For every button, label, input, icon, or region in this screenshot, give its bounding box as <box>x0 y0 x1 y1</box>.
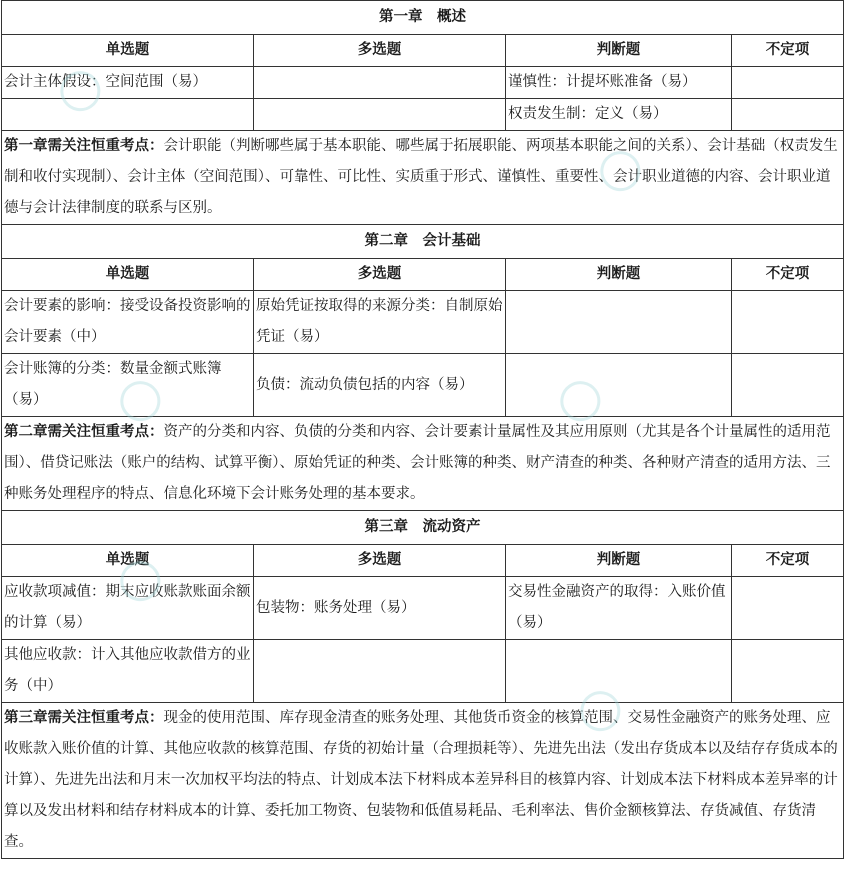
table-cell: 原始凭证按取得的来源分类：自制原始凭证（易） <box>254 291 506 354</box>
exam-points-table <box>1 0 844 859</box>
chapter-title: 第三章 流动资产 <box>2 511 844 545</box>
table-cell: 其他应收款：计入其他应收款借方的业务（中） <box>2 640 254 703</box>
chapter-focus-points <box>2 703 844 859</box>
chapter-focus-points <box>2 131 844 225</box>
table-cell <box>732 577 844 640</box>
table-cell <box>2 99 254 131</box>
focus-label: 第三章需关注恒重考点： <box>4 710 164 726</box>
table-cell: 交易性金融资产的取得：入账价值（易） <box>506 577 732 640</box>
focus-text: 会计职能（判断哪些属于基本职能、哪些属于拓展职能、两项基本职能之间的关系）、会计基础（权责发生制和收付实现制）、会计主体（空间范围）、可靠性、可比性、实质重于形式、谨慎性、重要性、会计职业道德的内容、会计职业道德与会计法律制度的联系与区别。 <box>4 138 838 216</box>
col-header-single-choice: 单选题 <box>2 545 254 577</box>
col-header-single-choice: 单选题 <box>2 35 254 67</box>
table-cell: 会计要素的影响：接受设备投资影响的会计要素（中） <box>2 291 254 354</box>
table-cell: 谨慎性：计提坏账准备（易） <box>506 67 732 99</box>
col-header-multi-choice: 多选题 <box>254 545 506 577</box>
table-cell: 会计主体假设：空间范围（易） <box>2 67 254 99</box>
col-header-indefinite: 不定项 <box>732 35 844 67</box>
table-cell: 权责发生制：定义（易） <box>506 99 732 131</box>
col-header-true-false: 判断题 <box>506 259 732 291</box>
chapter-title: 第一章 概述 <box>2 1 844 35</box>
table-cell <box>506 640 732 703</box>
chapter-focus-points <box>2 417 844 511</box>
focus-text: 资产的分类和内容、负债的分类和内容、会计要素计量属性及其应用原则（尤其是各个计量属性的适用范围）、借贷记账法（账户的结构、试算平衡）、原始凭证的种类、会计账簿的种类、财产清查的种类、各种财产清查的适用方法、三种账务处理程序的特点、信息化环境下会计账务处理的基本要求。 <box>4 424 831 502</box>
table-cell: 应收款项减值：期末应收账款账面余额的计算（易） <box>2 577 254 640</box>
col-header-true-false: 判断题 <box>506 35 732 67</box>
table-cell: 包装物：账务处理（易） <box>254 577 506 640</box>
col-header-multi-choice: 多选题 <box>254 259 506 291</box>
col-header-indefinite: 不定项 <box>732 545 844 577</box>
table-cell <box>506 291 732 354</box>
table-cell <box>254 67 506 99</box>
focus-text: 现金的使用范围、库存现金清查的账务处理、其他货币资金的核算范围、交易性金融资产的账务处理、应收账款入账价值的计算、其他应收款的核算范围、存货的初始计量（合理损耗等）、先进先出法（发出存货成本以及结存存货成本的计算）、先进先出法和月末一次加权平均法的特点、计划成本法下材料成本差异科目的核算内容、计划成本法下材料成本差异率的计算以及发出材料和结存材料成本的计算、委托加工物资、包装物和低值易耗品、毛利率法、售价金额核算法、存货减值、存货清查。 <box>4 710 838 850</box>
table-cell: 会计账簿的分类：数量金额式账簿（易） <box>2 354 254 417</box>
table-cell <box>506 354 732 417</box>
focus-label: 第一章需关注恒重考点： <box>4 138 164 154</box>
table-cell <box>732 640 844 703</box>
col-header-indefinite: 不定项 <box>732 259 844 291</box>
table-cell: 负债：流动负债包括的内容（易） <box>254 354 506 417</box>
table-cell <box>254 640 506 703</box>
table-cell <box>732 354 844 417</box>
table-cell <box>732 99 844 131</box>
chapter-title: 第二章 会计基础 <box>2 225 844 259</box>
table-cell <box>254 99 506 131</box>
col-header-true-false: 判断题 <box>506 545 732 577</box>
table-cell <box>732 67 844 99</box>
table-cell <box>732 291 844 354</box>
col-header-single-choice: 单选题 <box>2 259 254 291</box>
focus-label: 第二章需关注恒重考点： <box>4 424 164 440</box>
col-header-multi-choice: 多选题 <box>254 35 506 67</box>
